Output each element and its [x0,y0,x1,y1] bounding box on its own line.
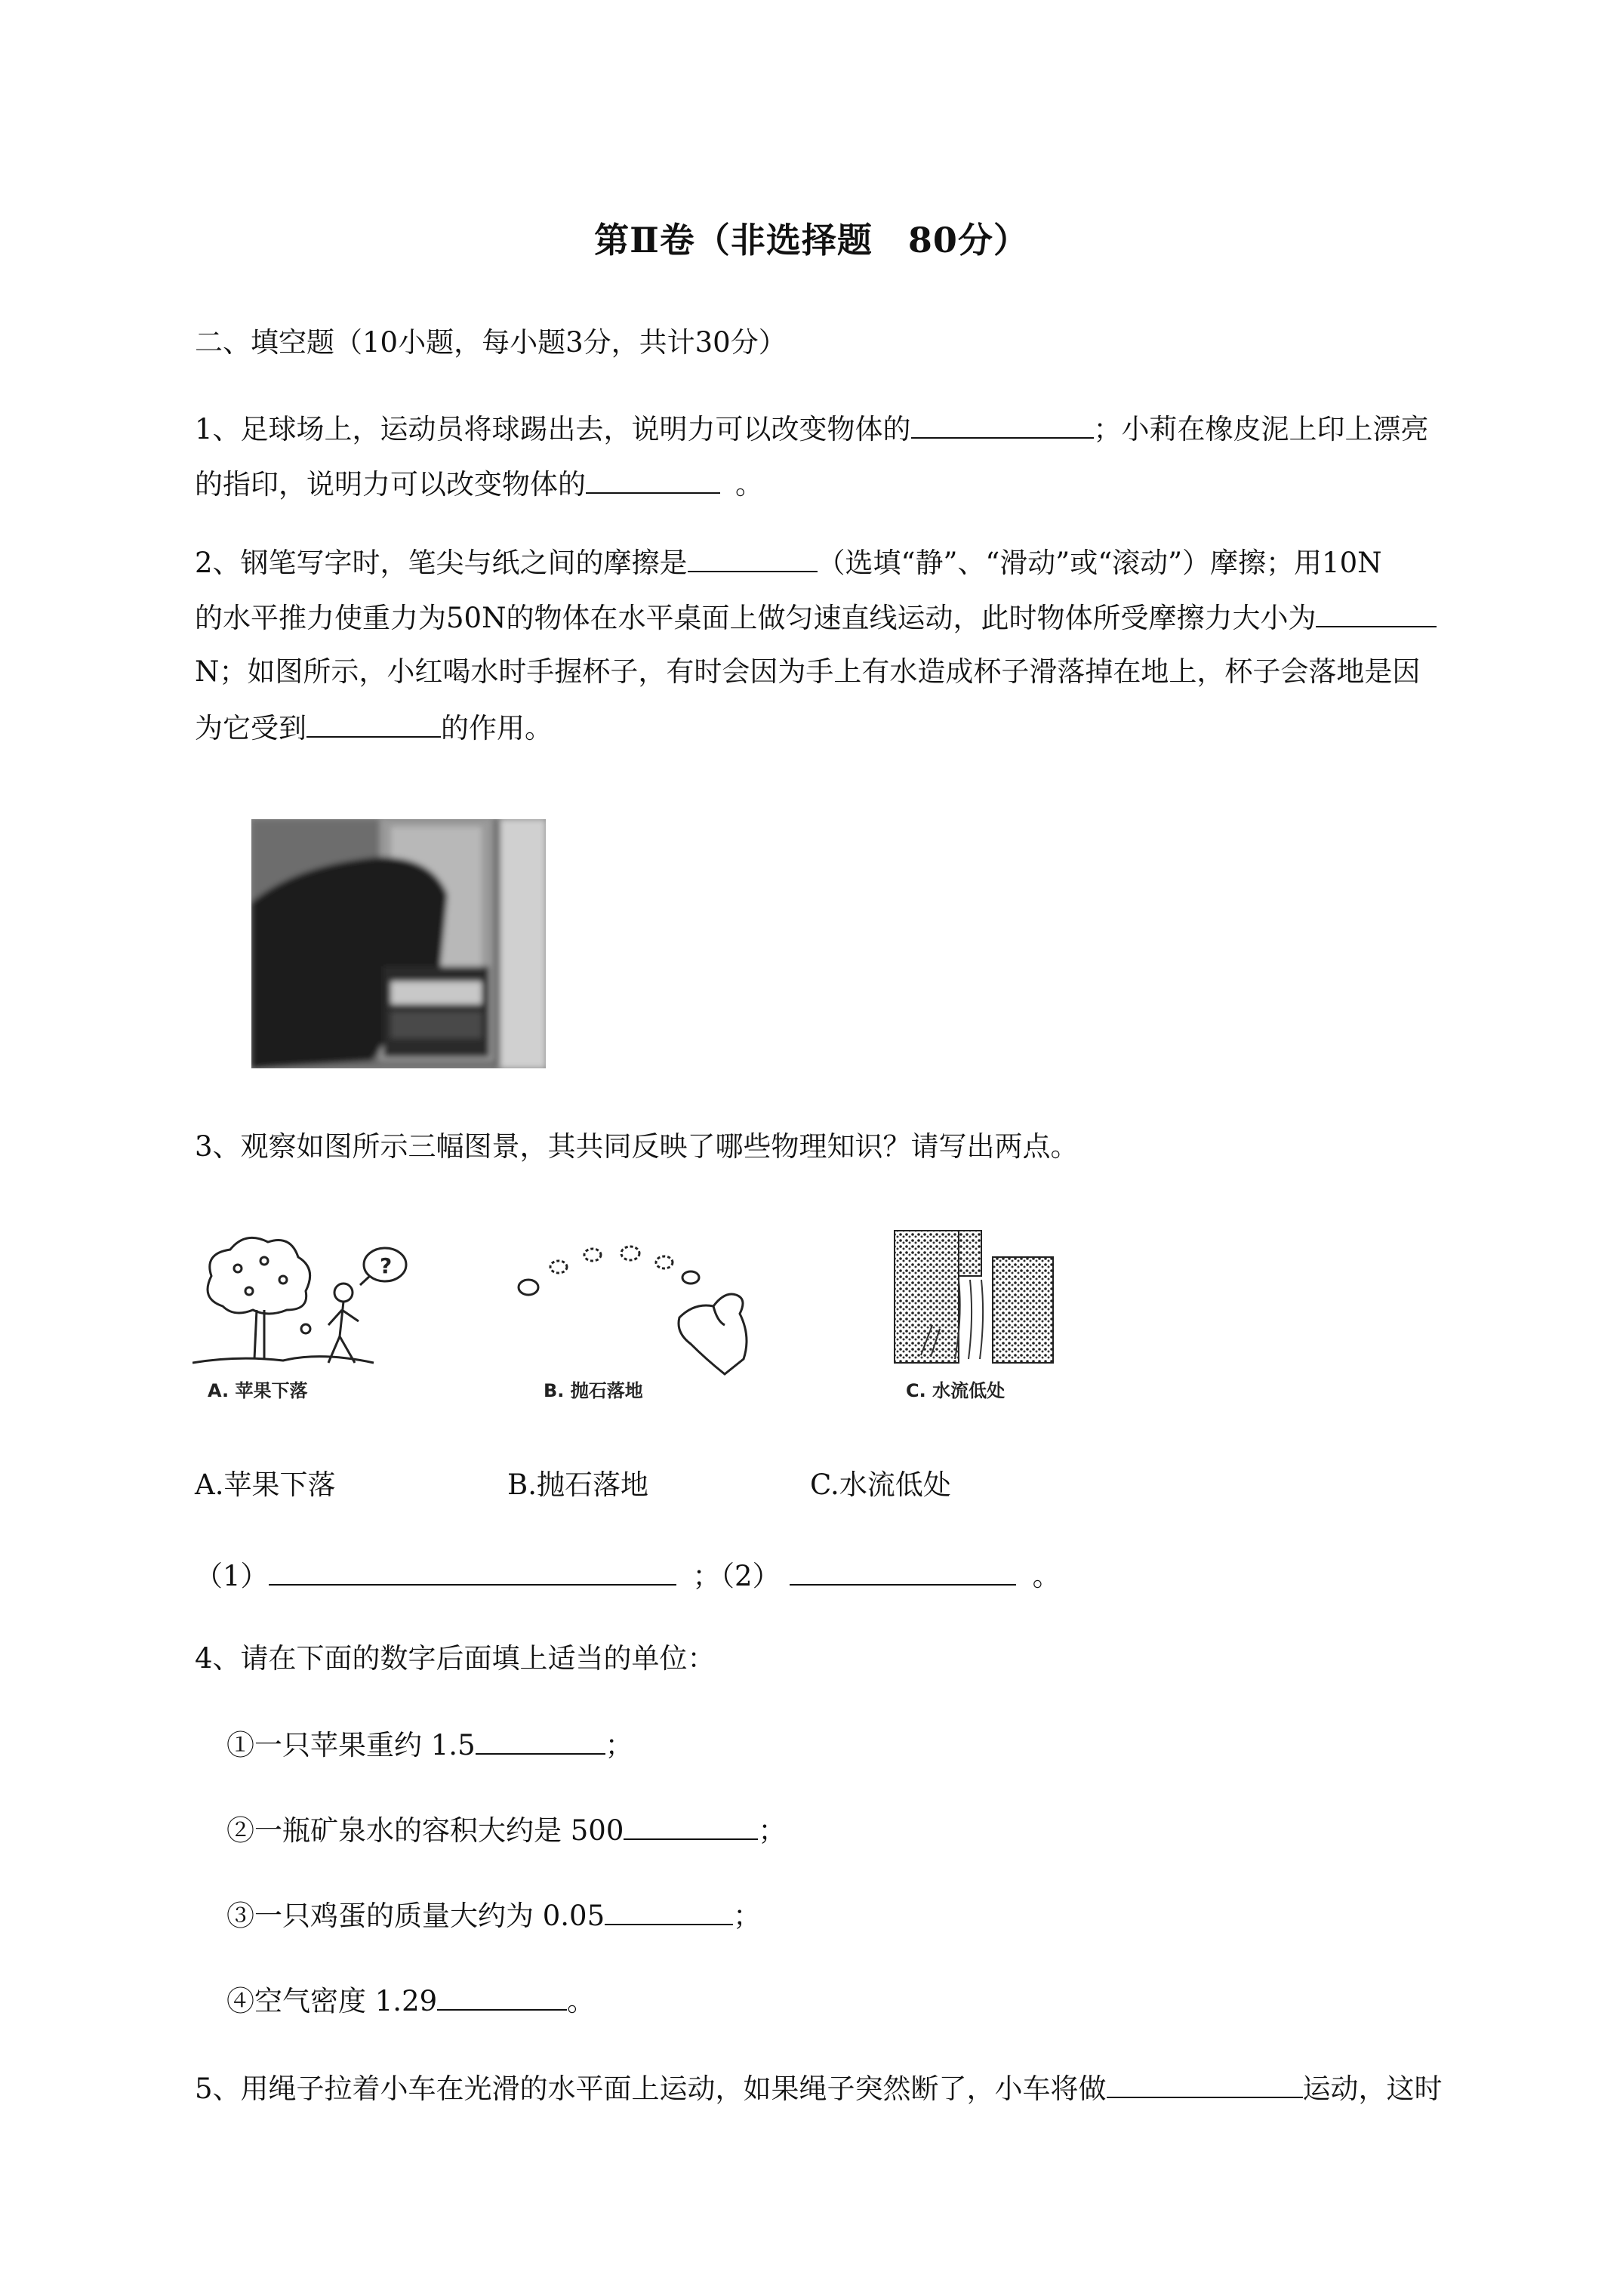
section-heading: 二、填空题（10小题，每小题3分，共计30分） [195,326,787,359]
q4-item-1-end: ； [605,1729,633,1761]
q4-item-2-end: ； [758,1814,787,1847]
q4-item-4 [226,1983,595,2018]
svg-text:?: ? [380,1253,393,1278]
q4-item-1 [226,1727,633,1762]
q2-line1 [195,545,1382,580]
q1-line1 [195,411,1429,446]
q4-item-2-text: ②一瓶矿泉水的容积大约是 500 [226,1814,624,1847]
q3-text: 3、观察如图所示三幅图景，其共同反映了哪些物理知识？请写出两点。 [195,1130,1079,1163]
q3-answer-1-label: （1） [195,1560,269,1592]
figure-apple-fall [192,1231,434,1404]
q4-item-3-end: ； [733,1900,762,1932]
q4-item-3-text: ③一只鸡蛋的质量大约为 0.05 [226,1900,605,1932]
q1-blank-2[interactable] [586,467,720,494]
fig-b-caption: B. 抛石落地 [544,1380,643,1401]
label-c: C.水流低处 [810,1469,951,1501]
q1-text-b: ；小莉在橡皮泥上印上漂亮 [1093,413,1429,445]
q3-answer-line [195,1558,1061,1593]
q1-text-d: 。 [735,468,763,501]
q2-blank-1[interactable] [688,545,818,572]
q5-blank-1[interactable] [1107,2071,1303,2098]
cup-photo [251,819,546,1068]
q5-text-a: 5、用绳子拉着小车在光滑的水平面上运动，如果绳子突然断了，小车将做 [195,2073,1107,2105]
q4-blank-2[interactable] [624,1813,758,1840]
q2-line2 [195,600,1437,635]
figure-stone-throw [498,1231,770,1404]
q2-text-c: 的水平推力使重力为50N的物体在水平桌面上做匀速直线运动，此时物体所受摩擦力大小为 [195,602,1317,634]
q5-text-b: 运动，这时 [1302,2073,1443,2105]
q1-line2 [195,467,763,501]
figure-waterfall [887,1227,1068,1404]
q4-item-2 [226,1813,786,1848]
q4-blank-4[interactable] [437,1983,567,2011]
q3-blank-2[interactable] [790,1558,1016,1586]
q2-text-f: 的作用。 [441,712,553,744]
q4-item-4-text: ④空气密度 1.29 [226,1985,438,2017]
q4-item-4-end: 。 [567,1985,596,2017]
q4-item-1-text: ①一只苹果重约 1.5 [226,1729,476,1761]
q4-item-3 [226,1898,761,1933]
q2-text-e: 为它受到 [195,712,306,744]
q2-line3: N；如图所示，小红喝水时手握杯子，有时会因为手上有水造成杯子滑落掉在地上，杯子会落地是因 [195,655,1421,688]
label-a: A.苹果下落 [195,1469,336,1501]
q2-line4 [195,710,553,745]
q1-blank-1[interactable] [911,411,1094,439]
q4-blank-1[interactable] [476,1727,605,1755]
q4-text: 4、请在下面的数字后面填上适当的单位： [195,1642,716,1675]
paper-title: 第Ⅱ卷（非选择题 80分） [594,220,1029,260]
q5-line1 [195,2071,1443,2106]
q2-text-a: 2、钢笔写字时，笔尖与纸之间的摩擦是 [195,547,688,579]
q1-text-a: 1、足球场上，运动员将球踢出去，说明力可以改变物体的 [195,413,911,445]
q2-blank-2[interactable] [1316,600,1437,627]
q4-blank-3[interactable] [605,1898,733,1925]
q3-blank-1[interactable] [269,1558,676,1586]
q3-answer-end: 。 [1032,1560,1061,1592]
fig-c-caption: C. 水流低处 [906,1380,1006,1401]
fig-a-caption: A. 苹果下落 [208,1380,308,1401]
label-b: B.抛石落地 [507,1469,648,1501]
q2-text-b: （选填“静”、“滑动”或“滚动”）摩擦；用10N [817,547,1382,579]
q2-blank-3[interactable] [306,710,441,738]
q1-text-c: 的指印，说明力可以改变物体的 [195,468,586,501]
q3-answer-2-label: ；（2） [692,1560,781,1592]
